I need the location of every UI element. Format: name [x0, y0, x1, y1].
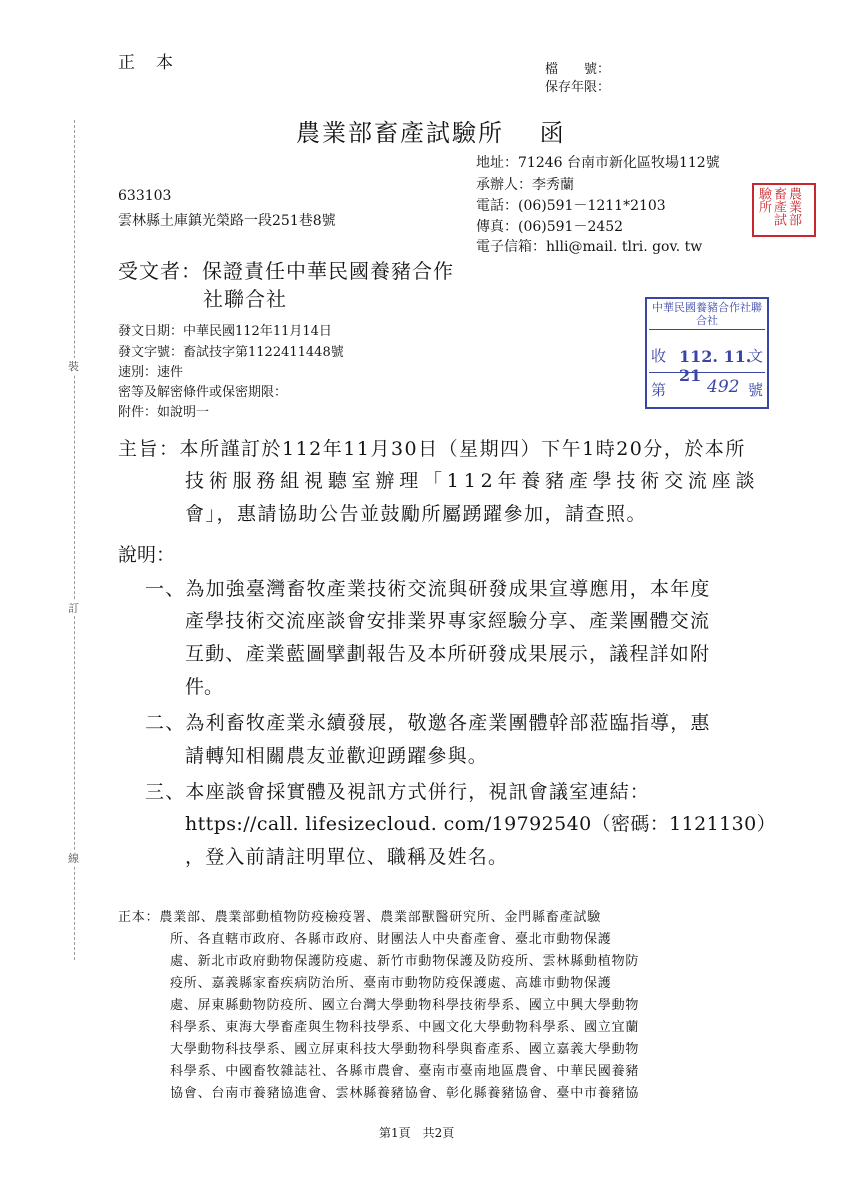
sender-fax: 傳真：(06)591－2452 — [476, 219, 624, 235]
distribution-line-8: 科學系、中國畜牧雜誌社、各縣市農會、臺南市臺南地區農會、中華民國養豬 — [170, 1064, 640, 1079]
recipient-zip: 633103 — [118, 188, 172, 204]
distribution-line-1: 正本：農業部、農業部動植物防疫檢疫署、農業部獸醫研究所、金門縣畜產試驗 — [118, 910, 602, 925]
binding-char-zhuang: 裝 — [68, 360, 79, 373]
explanation-heading: 說明： — [118, 544, 176, 566]
stamp-number-prefix: 第 — [651, 381, 667, 399]
distribution-line-4: 疫所、嘉義縣家畜疾病防治所、臺南市動物防疫保護處、高雄市動物保護 — [170, 976, 612, 991]
stamp-left-char: 收 — [651, 347, 667, 365]
explanation-item-2-line-1: 二、為利畜牧產業永續發展，敬邀各產業團體幹部蒞臨指導，惠 — [145, 712, 711, 734]
stamp-divider — [649, 372, 765, 373]
recipient-line-1: 受文者：保證責任中華民國養豬合作 — [118, 259, 454, 283]
document-title: 農業部畜產試驗所 函 — [296, 119, 566, 147]
confidentiality: 密等及解密條件或保密期限： — [118, 385, 288, 400]
stamp-number: 492 — [707, 377, 740, 397]
sender-phone: 電話：(06)591－1211*2103 — [476, 198, 666, 214]
explanation-item-3-line-2: https://call. lifesizecloud. com/19792540（密碼：1121130） — [185, 813, 776, 835]
copy-label: 正 本 — [118, 53, 175, 73]
sender-contact: 承辦人：李秀蘭 — [476, 177, 574, 193]
stamp-date: 112. 11. 21 — [679, 347, 752, 385]
stamp-number-suffix: 號 — [747, 381, 763, 399]
distribution-line-5: 處、屏東縣動物防疫所、國立台灣大學動物科學技術學系、國立中興大學動物 — [170, 998, 640, 1013]
explanation-item-1-line-2: 產學技術交流座談會安排業界專家經驗分享、產業團體交流 — [185, 610, 711, 632]
subject-line-2: 技術服務組視聽室辦理「112年養豬產學技術交流座談 — [185, 470, 760, 492]
binding-line — [74, 120, 75, 960]
stamp-organization: 中華民國養豬合作社聯合社 — [649, 301, 765, 330]
sender-email: 電子信箱：hlli@mail. tlri. gov. tw — [476, 239, 703, 255]
distribution-line-2: 所、各直轄市政府、各縣市政府、財團法人中央畜產會、臺北市動物保護 — [170, 932, 612, 947]
explanation-item-2-line-2: 請轉知相關農友並歡迎踴躍參與。 — [185, 745, 489, 767]
sender-address: 地址：71246 台南市新化區牧場112號 — [476, 155, 720, 171]
recipient-line-2: 社聯合社 — [203, 287, 287, 311]
explanation-item-1-line-3: 互動、產業藍圖擘劃報告及本所研發成果展示，議程詳如附 — [185, 643, 711, 665]
subject-line-1: 主旨：本所謹訂於112年11月30日（星期四）下午1時20分，於本所 — [118, 438, 746, 460]
distribution-line-3: 處、新北市政府動物保護防疫處、新竹市動物保護及防疫所、雲林縣動植物防 — [170, 954, 640, 969]
distribution-line-9: 協會、台南市養豬協進會、雲林縣養豬協會、彰化縣養豬協會、臺中市養豬協 — [170, 1086, 640, 1101]
issue-date: 發文日期：中華民國112年11月14日 — [118, 324, 332, 339]
official-seal — [752, 183, 816, 237]
explanation-item-3-line-1: 三、本座談會採實體及視訊方式併行，視訊會議室連結： — [145, 781, 651, 803]
retention-label: 保存年限： — [545, 80, 611, 95]
subject-line-3: 會」，惠請協助公告並鼓勵所屬踴躍參加，請查照。 — [185, 503, 648, 525]
explanation-item-1-line-4: 件。 — [185, 676, 224, 698]
attachment: 附件：如說明一 — [118, 405, 210, 420]
binding-char-xian: 線 — [68, 852, 79, 865]
document-number: 發文字號：畜試技字第1122411448號 — [118, 345, 344, 360]
receipt-stamp — [645, 297, 769, 409]
recipient-address: 雲林縣土庫鎮光榮路一段251巷8號 — [118, 213, 336, 229]
page-indicator: 第1頁 共2頁 — [379, 1126, 455, 1140]
explanation-item-3-line-3: ，登入前請註明單位、職稱及姓名。 — [185, 846, 509, 868]
seal-text: 農業部畜產試驗所 — [756, 187, 801, 226]
distribution-line-6: 科學系、東海大學畜產與生物科技學系、中國文化大學動物科學系、國立宜蘭 — [170, 1020, 640, 1035]
explanation-item-1-line-1: 一、為加強臺灣畜牧產業技術交流與研發成果宣導應用，本年度 — [145, 578, 711, 600]
delivery-speed: 速別：速件 — [118, 365, 184, 380]
binding-char-ding: 訂 — [68, 602, 79, 615]
file-number-label: 檔 號： — [545, 62, 611, 77]
stamp-right-char: 文 — [747, 347, 763, 365]
distribution-line-7: 大學動物科技學系、國立屏東科技大學動物科學與畜產系、國立嘉義大學動物 — [170, 1042, 640, 1057]
